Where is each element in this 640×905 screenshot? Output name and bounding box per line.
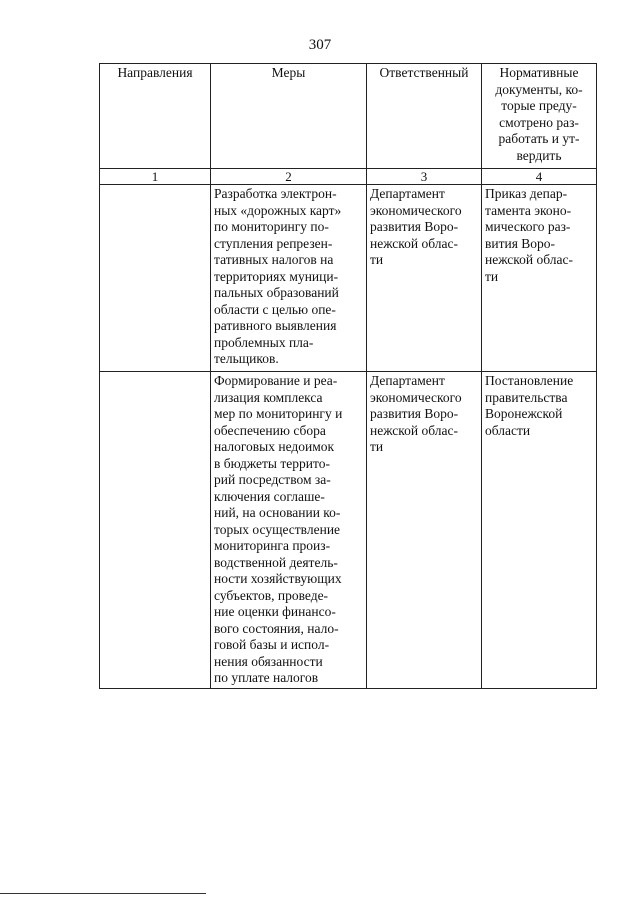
documents-cell: Постановление правительства Воронежской области: [482, 372, 597, 689]
table-header-row: [100, 64, 597, 169]
page-number: 307: [308, 37, 332, 53]
direction-cell: [100, 372, 211, 689]
header-measures: Меры: [211, 64, 367, 169]
column-number: 4: [482, 169, 597, 185]
table-row: [100, 372, 597, 689]
measures-cell: Разработка электрон- ных «дорожных карт» по мониторингу по- ступления репрезен- тативных налогов на территориях муници- пальных образований области с целью опе- ративного выявления проблемных пла- тельщиков.: [211, 185, 367, 372]
column-number: 1: [100, 169, 211, 185]
column-number: 2: [211, 169, 367, 185]
responsible-cell: Департамент экономического развития Воро- нежской облас- ти: [367, 185, 482, 372]
header-directions: Направления: [100, 64, 211, 169]
direction-cell: [100, 185, 211, 372]
column-number: 3: [367, 169, 482, 185]
responsible-cell: Департамент экономического развития Воро- нежской облас- ти: [367, 372, 482, 689]
header-responsible: Ответственный: [367, 64, 482, 169]
measures-cell: Формирование и реа- лизация комплекса мер по мониторингу и обеспечению сбора налоговых недоимок в бюджеты террито- рий посредством за- ключения соглаше- ний, на основании ко- торых осуществление мониторинга произ- водственной деятель- ности хозяйствующих субъектов, проведе- ние оценки финансо- вого состояния, нало- говой базы и испол- нения обязанности по уплате налогов: [211, 372, 367, 689]
footnote-separator: [0, 893, 206, 894]
table-row: [100, 185, 597, 372]
documents-cell: Приказ депар- тамента эконо- мического раз- вития Воро- нежской облас- ти: [482, 185, 597, 372]
header-normative-documents: Нормативные документы, ко- торые преду- смотрено раз- работать и ут- вердить: [482, 64, 597, 169]
measures-table: [99, 63, 597, 689]
column-number-row: [100, 169, 597, 185]
